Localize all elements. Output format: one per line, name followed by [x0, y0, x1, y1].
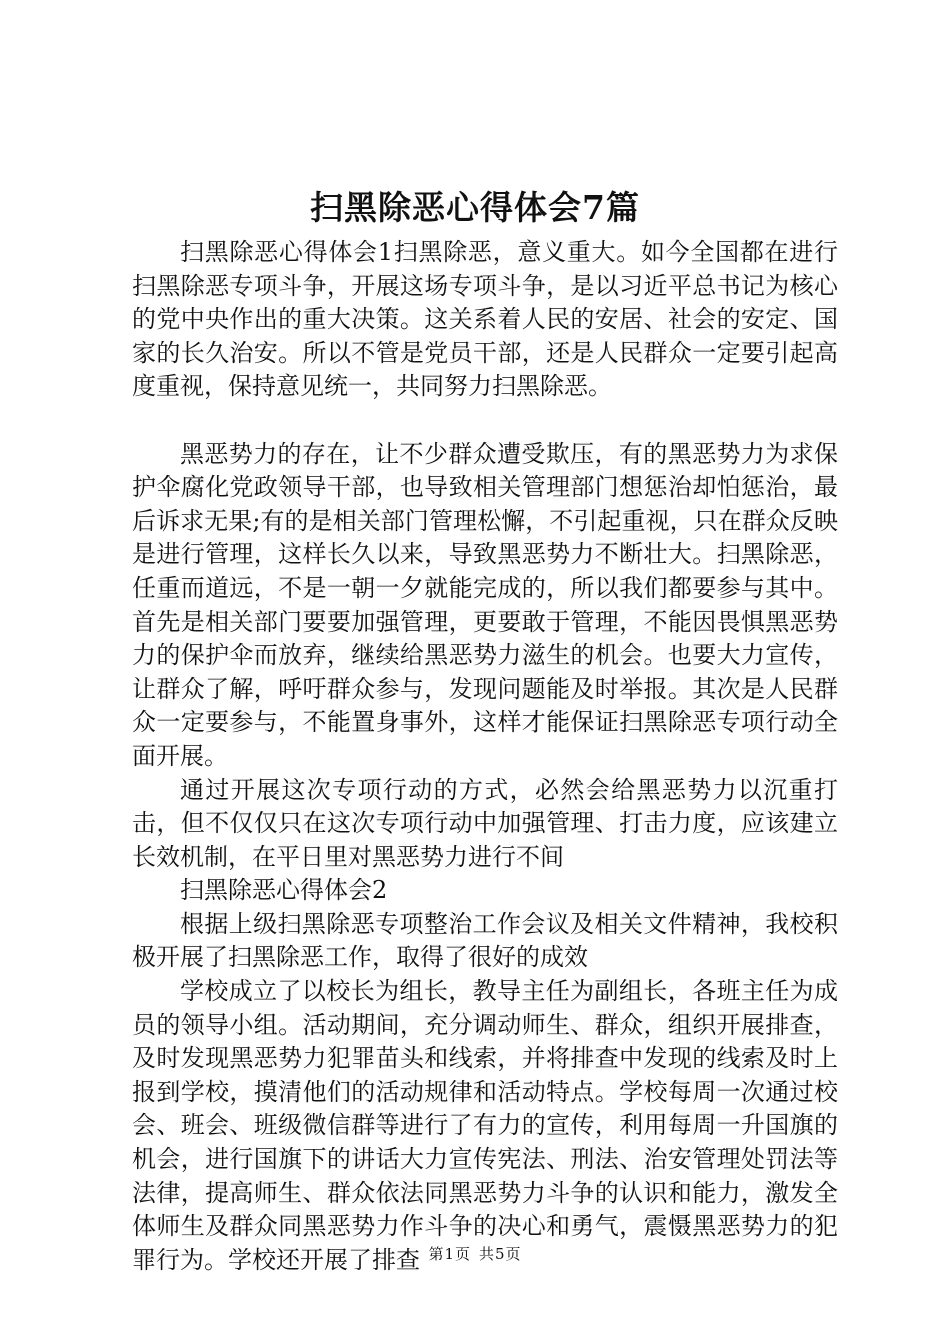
document-body [132, 236, 838, 1277]
paragraph-school-intro: 根据上级扫黑除恶专项整治工作会议及相关文件精神，我校积极开展了扫黑除恶工作，取得了很好的成效 [132, 909, 838, 972]
document-title: 扫黑除恶心得体会7篇 [310, 188, 640, 227]
section-heading-2: 扫黑除恶心得体会2 [180, 876, 388, 905]
paragraph-intro: 扫黑除恶心得体会1扫黑除恶，意义重大。如今全国都在进行扫黑除恶专项斗争，开展这场专项斗争，是以习近平总书记为核心的党中央作出的重大决策。这关系着人民的安居、社会的安定、国家的长久治安。所以不管是党员干部，还是人民群众一定要引起高度重视，保持意见统一，共同努力扫黑除恶。 [132, 238, 838, 401]
paragraph-spacer [132, 404, 838, 438]
page-number: 第1页 [428, 1245, 471, 1263]
paragraph-campaign: 通过开展这次专项行动的方式，必然会给黑恶势力以沉重打击，但不仅仅只在这次专项行动中加强管理、打击力度，应该建立长效机制，在平日里对黑恶势力进行不间 [132, 775, 838, 871]
page-total: 共5页 [479, 1245, 522, 1263]
page-footer [0, 1244, 950, 1264]
paragraph-evil-forces: 黑恶势力的存在，让不少群众遭受欺压，有的黑恶势力为求保护伞腐化党政领导干部，也导致相关管理部门想惩治却怕惩治，最后诉求无果;有的是相关部门管理松懈，不引起重视，只在群众反映是进行管理，这样长久以来，导致黑恶势力不断壮大。扫黑除恶，任重而道远，不是一朝一夕就能完成的，所以我们都要参与其中。首先是相关部门要要加强管理，更要敢于管理，不能因畏惧黑恶势力的保护伞而放弃，继续给黑恶势力滋生的机会。也要大力宣传，让群众了解，呼吁群众参与，发现问题能及时举报。其次是人民群众一定要参与，不能置身事外，这样才能保证扫黑除恶专项行动全面开展。 [132, 439, 838, 770]
paragraph-school-actions: 学校成立了以校长为组长，教导主任为副组长，各班主任为成员的领导小组。活动期间，充分调动师生、群众，组织开展排查，及时发现黑恶势力犯罪苗头和线索，并将排查中发现的线索及时上报到学校，摸清他们的活动规律和活动特点。学校每周一次通过校会、班会、班级微信群等进行了有力的宣传，利用每周一升国旗的机会，进行国旗下的讲话大力宣传宪法、刑法、治安管理处罚法等法律，提高师生、群众依法同黑恶势力斗争的认识和能力，激发全体师生及群众同黑恶势力作斗争的决心和勇气，震慑黑恶势力的犯罪行为。学校还开展了排查 [132, 977, 838, 1274]
